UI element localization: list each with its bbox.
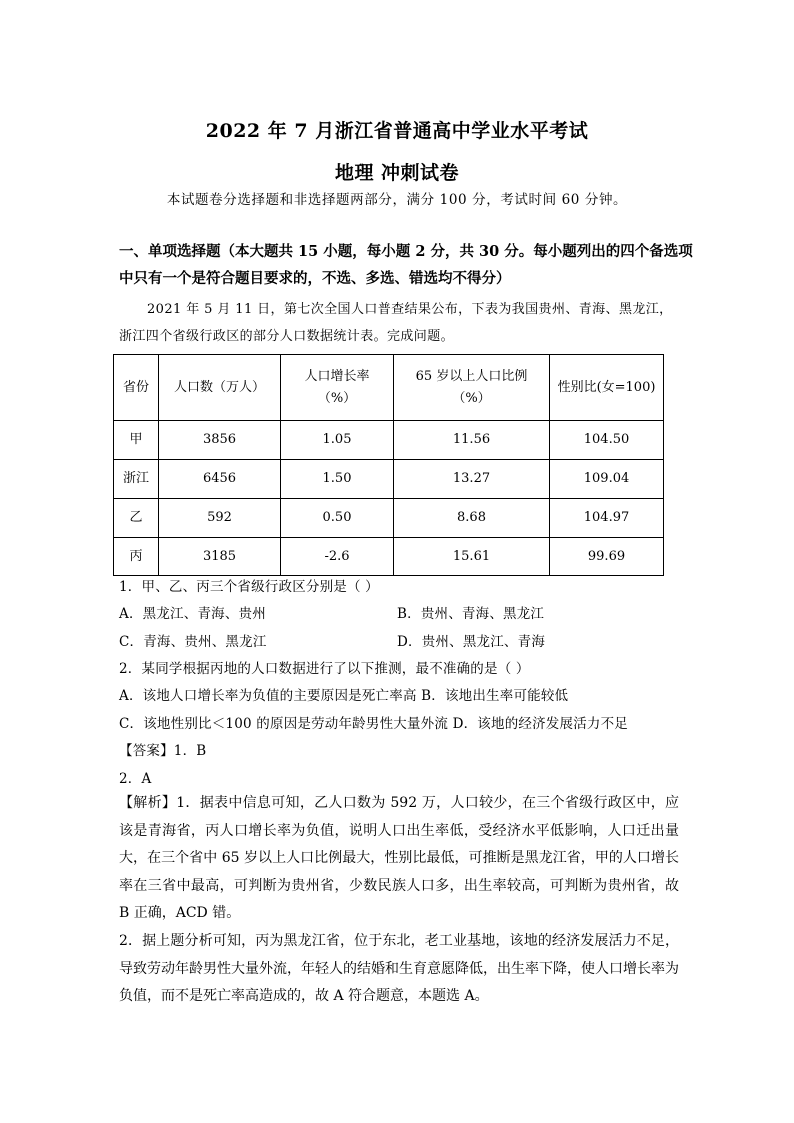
header-aged-unit: （%） — [452, 390, 491, 406]
q1-option-a: A．黑龙江、青海、贵州 — [119, 606, 266, 622]
cell-population: 592 — [159, 499, 281, 538]
analysis-part2: 2．据上题分析可知，丙为黑龙江省，位于东北，老工业基地，该地的经济发展活力不足，导致劳动年龄男性大量外流，年轻人的结婚和生育意愿降低，出生率下降，使人口增长率为负值，而不是死亡率高造成的，故 A 符合题意，本题选 A。 — [119, 933, 679, 1005]
analysis-part1: 【解析】1．据表中信息可知，乙人口数为 592 万，人口较少，在三个省级行政区中，应该是青海省，丙人口增长率为负值，说明人口出生率低，受经济水平低影响，人口迁出量大，在三个省中 65 岁以上人口比例最大，性别比最低，可推断是黑龙江省，甲的人口增长率在三省中最高，可判断为贵州省，少数民族人口多，出生率较高，可判断为贵州省，故 B 正确，ACD 错。 — [119, 795, 679, 922]
answer-line1: 【答案】1．B — [119, 743, 207, 759]
header-growth — [281, 355, 394, 421]
section-heading-line1: 一、单项选择题（本大题共 15 小题，每小题 2 分，共 30 分。每小题列出的四个备选项 — [119, 243, 693, 260]
exam-title: 2022 年 7 月浙江省普通高中学业水平考试 — [205, 120, 589, 142]
question-stem-line1: 2021 年 5 月 11 日，第七次全国人口普查结果公布，下表为我国贵州、青海、黑龙江， — [147, 302, 673, 317]
cell-province: 浙江 — [114, 460, 159, 499]
cell-province: 甲 — [114, 421, 159, 460]
header-population: 人口数（万人） — [159, 355, 281, 421]
cell-population: 6456 — [159, 460, 281, 499]
q2-stem: 2．某同学根据丙地的人口数据进行了以下推测，最不准确的是（ ） — [119, 661, 530, 677]
exam-subtitle: 地理 冲刺试卷 — [334, 162, 460, 184]
cell-growth: 0.50 — [281, 499, 394, 538]
header-aged — [394, 355, 550, 421]
cell-aged: 8.68 — [394, 499, 550, 538]
population-table — [113, 354, 664, 576]
exam-intro: 本试题卷分选择题和非选择题两部分，满分 100 分，考试时间 60 分钟。 — [166, 192, 628, 208]
header-aged-label: 65 岁以上人口比例 — [415, 368, 528, 384]
q1-stem: 1．甲、乙、丙三个省级行政区分别是（ ） — [119, 579, 379, 595]
section-heading-line2: 中只有一个是符合题目要求的，不选、多选、错选均不得分） — [119, 270, 511, 287]
q1-option-b: B．贵州、青海、黑龙江 — [397, 606, 545, 622]
header-sex-ratio: 性别比(女=100) — [550, 355, 664, 421]
cell-sex-ratio: 104.97 — [550, 499, 664, 538]
cell-population: 3856 — [159, 421, 281, 460]
q2-options-ab: A．该地人口增长率为负值的主要原因是死亡率高 B．该地出生率可能较低 — [119, 688, 569, 704]
q1-option-c: C．青海、贵州、黑龙江 — [119, 634, 267, 650]
cell-growth: 1.50 — [281, 460, 394, 499]
cell-aged: 13.27 — [394, 460, 550, 499]
table-row — [114, 538, 664, 576]
cell-population: 3185 — [159, 538, 281, 576]
question-stem-line2: 浙江四个省级行政区的部分人口数据统计表。完成问题。 — [119, 329, 455, 344]
answer-line2: 2．A — [119, 771, 152, 787]
cell-growth: -2.6 — [281, 538, 394, 576]
q1-option-d: D．贵州、黑龙江、青海 — [397, 634, 546, 650]
cell-province: 乙 — [114, 499, 159, 538]
cell-growth: 1.05 — [281, 421, 394, 460]
cell-sex-ratio: 109.04 — [550, 460, 664, 499]
cell-province: 丙 — [114, 538, 159, 576]
cell-aged: 11.56 — [394, 421, 550, 460]
table-header-row — [114, 355, 664, 421]
table-row — [114, 499, 664, 538]
table-row — [114, 460, 664, 499]
cell-sex-ratio: 99.69 — [550, 538, 664, 576]
section-heading — [119, 238, 699, 292]
header-growth-label: 人口增长率 — [304, 368, 370, 384]
header-province: 省份 — [114, 355, 159, 421]
header-growth-unit: （%） — [317, 390, 357, 406]
q2-options-cd: C．该地性别比＜100 的原因是劳动年龄男性大量外流 D．该地的经济发展活力不足 — [119, 716, 629, 732]
cell-aged: 15.61 — [394, 538, 550, 576]
table-row — [114, 421, 664, 460]
cell-sex-ratio: 104.50 — [550, 421, 664, 460]
